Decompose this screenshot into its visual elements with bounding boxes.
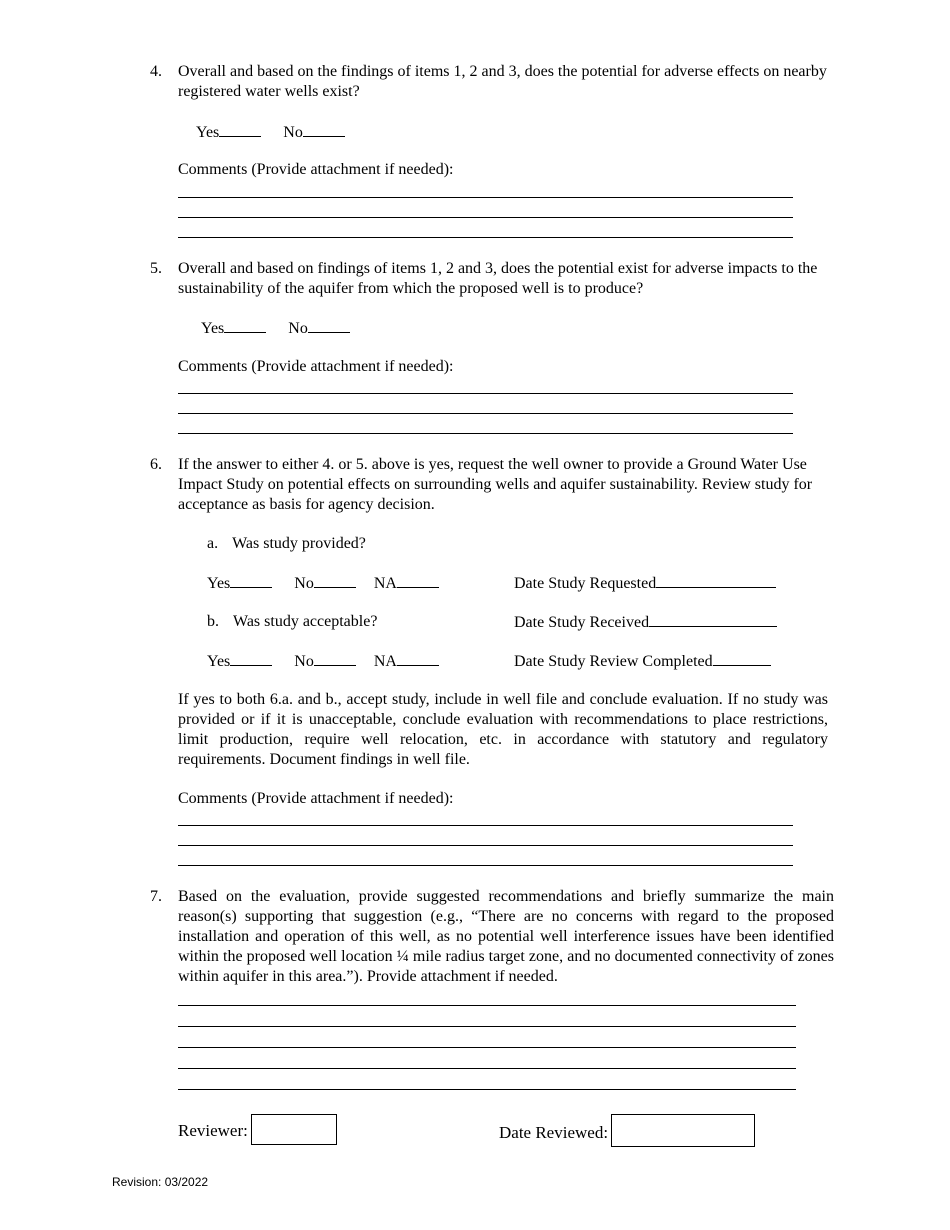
q6-comment-line-3[interactable] bbox=[178, 865, 793, 866]
q4-no-label: No bbox=[283, 124, 303, 141]
q6a-marker: a. bbox=[207, 535, 219, 552]
q6b-no-label: No bbox=[294, 653, 314, 670]
q6b-yes-blank[interactable] bbox=[230, 651, 272, 666]
q6a-row bbox=[207, 534, 366, 554]
date-reviewed-label: Date Reviewed: bbox=[499, 1123, 609, 1142]
date-review-row bbox=[514, 651, 771, 672]
q6-text: If the answer to either 4. or 5. above is yes, request the well owner to provide a Ground Water Use Impact Study on potential effects on surrounding wells and aquifer sustainability. Review study for acceptance as basis for agency decision. bbox=[178, 456, 813, 513]
q6b-yes-label: Yes bbox=[207, 653, 231, 670]
date-received-label: Date Study Received bbox=[514, 614, 650, 631]
reviewer-label: Reviewer: bbox=[178, 1121, 248, 1140]
q4-no-blank[interactable] bbox=[303, 122, 345, 137]
q6b-answer-row bbox=[207, 651, 439, 672]
q4-comment-line-2[interactable] bbox=[178, 217, 793, 218]
q4-answer-row bbox=[196, 122, 345, 143]
q6-comment-line-2[interactable] bbox=[178, 845, 793, 846]
date-reviewed-input-box[interactable] bbox=[611, 1114, 755, 1147]
q7-line-1[interactable] bbox=[178, 1005, 796, 1006]
q6-number: 6. bbox=[150, 456, 162, 473]
q4-number: 4. bbox=[150, 63, 162, 80]
q7-line-4[interactable] bbox=[178, 1068, 796, 1069]
q6a-no-label: No bbox=[294, 575, 314, 592]
q6-comments-label: Comments (Provide attachment if needed): bbox=[178, 790, 454, 807]
q6a-na-blank[interactable] bbox=[397, 573, 439, 588]
q5-no-label: No bbox=[288, 320, 308, 337]
q5-yes-label: Yes bbox=[201, 320, 225, 337]
q6b-no-blank[interactable] bbox=[314, 651, 356, 666]
q6a-no-blank[interactable] bbox=[314, 573, 356, 588]
q6b-na-blank[interactable] bbox=[397, 651, 439, 666]
date-requested-row bbox=[514, 573, 776, 594]
q6a-answer-row bbox=[207, 573, 439, 594]
q7-number: 7. bbox=[150, 888, 162, 905]
q6a-text: Was study provided? bbox=[232, 535, 366, 552]
q6b-na-label: NA bbox=[373, 653, 397, 670]
q7-line-5[interactable] bbox=[178, 1089, 796, 1090]
q5-comments-label: Comments (Provide attachment if needed): bbox=[178, 358, 454, 375]
revision-text: Revision: 03/2022 bbox=[112, 1175, 209, 1189]
q7-line-2[interactable] bbox=[178, 1026, 796, 1027]
q6-comment-line-1[interactable] bbox=[178, 825, 793, 826]
q5-yes-blank[interactable] bbox=[224, 318, 266, 333]
q6a-yes-label: Yes bbox=[207, 575, 231, 592]
q5-comment-line-2[interactable] bbox=[178, 413, 793, 414]
q5-answer-row bbox=[201, 318, 350, 339]
q5-no-blank[interactable] bbox=[308, 318, 350, 333]
date-review-label: Date Study Review Completed bbox=[514, 653, 713, 670]
q4-yes-label: Yes bbox=[196, 124, 220, 141]
date-review-blank[interactable] bbox=[713, 651, 771, 666]
q4-comment-line-3[interactable] bbox=[178, 237, 793, 238]
q5-number: 5. bbox=[150, 260, 162, 277]
q5-comment-line-3[interactable] bbox=[178, 433, 793, 434]
q6a-na-label: NA bbox=[373, 575, 397, 592]
q7-line-3[interactable] bbox=[178, 1047, 796, 1048]
q5-text: Overall and based on findings of items 1, 2 and 3, does the potential exist for adverse impacts to the sustainability of the aquifer from which the proposed well is to produce? bbox=[178, 260, 818, 297]
q7-text: Based on the evaluation, provide suggested recommendations and briefly summarize the main reason(s) supporting that suggestion (e.g., “There are no concerns with regard to the proposed installation and operation of this well, as no potential well interference issues have been identified within the proposed well location ¼ mile radius target zone, and no documented connectivity of zones within aquifer in this area.”). Provide attachment if needed. bbox=[178, 888, 834, 985]
date-requested-label: Date Study Requested bbox=[514, 575, 657, 592]
q4-comments-label: Comments (Provide attachment if needed): bbox=[178, 161, 454, 178]
date-requested-blank[interactable] bbox=[656, 573, 776, 588]
date-received-row bbox=[514, 612, 777, 633]
reviewer-input-box[interactable] bbox=[251, 1114, 337, 1145]
q6b-row bbox=[207, 612, 377, 632]
q6b-text: Was study acceptable? bbox=[233, 613, 378, 630]
q4-text: Overall and based on the findings of items 1, 2 and 3, does the potential for adverse effects on nearby registered water wells exist? bbox=[178, 63, 827, 100]
q6-followup-text: If yes to both 6.a. and b., accept study, include in well file and conclude evaluation. If no study was provided or if it is unacceptable, conclude evaluation with recommendations to place restrictions, limit production, require well relocation, etc. in accordance with statutory and regulatory requirements. Document findings in well file. bbox=[178, 691, 828, 768]
date-received-blank[interactable] bbox=[649, 612, 777, 627]
q4-comment-line-1[interactable] bbox=[178, 197, 793, 198]
q6b-marker: b. bbox=[207, 613, 219, 630]
q6a-yes-blank[interactable] bbox=[230, 573, 272, 588]
q5-comment-line-1[interactable] bbox=[178, 393, 793, 394]
q4-yes-blank[interactable] bbox=[219, 122, 261, 137]
